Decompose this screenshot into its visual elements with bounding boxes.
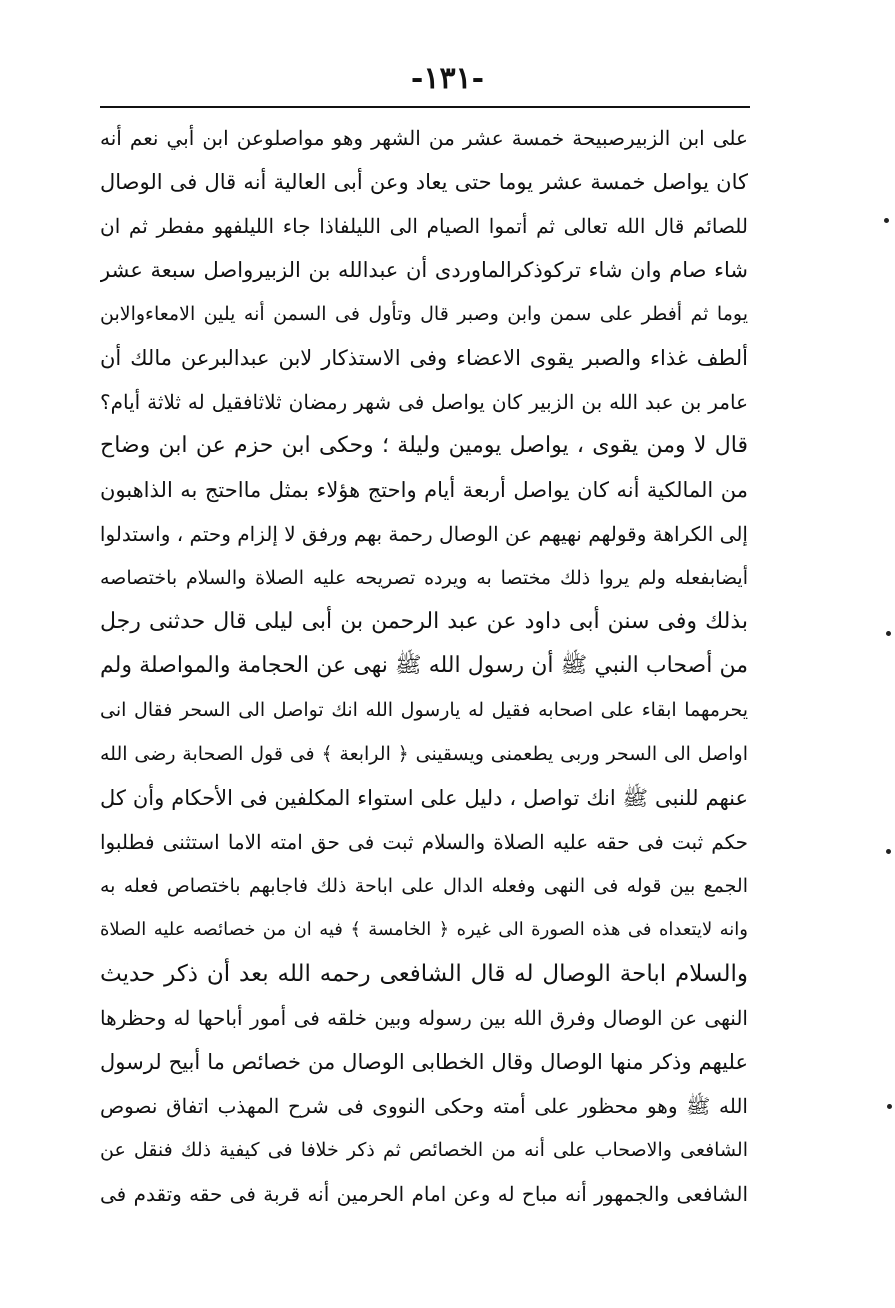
text-line: الشافعى والجمهور أنه مباح له وعن امام الحرمين أنه قربة فى حقه وتقدم فى [100, 1182, 748, 1206]
text-line: والسلام اباحة الوصال له قال الشافعى رحمه الله بعد أن ذكر حديث [100, 961, 748, 987]
text-line: من أصحاب النبي ﷺ أن رسول الله ﷺ نهى عن الحجامة والمواصلة ولم [100, 653, 748, 678]
text-line: إلى الكراهة وقولهم نهيهم عن الوصال رحمة بهم ورفق لا إلزام وحتم ، واستدلوا [100, 522, 748, 546]
text-line: الجمع بين قوله فى النهى وفعله الدال على اباحة ذلك فاجابهم باختصاص فعله به [100, 875, 748, 897]
margin-mark [887, 1104, 892, 1109]
text-line: شاء صام وان شاء تركوذكرالماوردى أن عبدالله بن الزبيرواصل سبعة عشر [100, 258, 748, 282]
text-line: النهى عن الوصال وفرق الله بين رسوله وبين خلقه فى أمور أباحها له وحظرها [100, 1006, 748, 1030]
text-line: أيضابفعله ولم يروا ذلك مختصا به ويرده تصريحه عليه الصلاة والسلام باختصاصه [100, 567, 748, 589]
margin-mark [886, 631, 891, 636]
text-line: الله ﷺ وهو محظور على أمته وحكى النووى فى شرح المهذب اتفاق نصوص [100, 1094, 748, 1118]
text-line: على ابن الزبيرصبيحة خمسة عشر من الشهر وهو مواصلوعن ابن أبي نعم أنه [100, 126, 748, 150]
header-rule [100, 106, 750, 108]
text-line: بذلك وفى سنن أبى داود عن عبد الرحمن بن أبى ليلى قال حدثنى رجل [100, 609, 748, 634]
text-line: يحرمهما ابقاء على اصحابه فقيل له يارسول الله انك تواصل الى السحر فقال انى [100, 699, 748, 721]
text-line: من المالكية أنه كان يواصل أربعة أيام واحتج هؤلاء بمثل مااحتج به الذاهبون [100, 478, 748, 502]
text-line: كان يواصل خمسة عشر يوما حتى يعاد وعن أبى العالية أنه قال فى الوصال [100, 170, 748, 194]
text-line: ألطف غذاء والصبر يقوى الاعضاء وفى الاستذكار لابن عبدالبرعن مالك أن [100, 346, 748, 370]
text-line: وانه لايتعداه فى هذه الصورة الى غيره ﴿ الخامسة ﴾ فيه ان من خصائصه عليه الصلاة [100, 919, 748, 940]
text-line: يوما ثم أفطر على سمن وابن وصبر قال وتأول فى السمن أنه يلين الامعاءوالابن [100, 303, 748, 325]
text-line: اواصل الى السحر وربى يطعمنى ويسقينى ﴿ الرابعة ﴾ فى قول الصحابة رضى الله [100, 743, 748, 765]
margin-mark [884, 218, 889, 223]
text-line: للصائم قال الله تعالى ثم أتموا الصيام الى الليلفاذا جاء الليلفهو مفطر ثم ان [100, 214, 748, 238]
text-line: حكم ثبت فى حقه عليه الصلاة والسلام ثبت فى حق امته الاما استثنى فطلبوا [100, 830, 748, 854]
text-line: عنهم للنبى ﷺ انك تواصل ، دليل على استواء المكلفين فى الأحكام وأن كل [100, 786, 748, 810]
text-line: عليهم وذكر منها الوصال وقال الخطابى الوصال من خصائص ما أبيح لرسول [100, 1050, 748, 1074]
body-text [100, 116, 748, 1216]
margin-mark [886, 849, 891, 854]
text-line: قال لا ومن يقوى ، يواصل يومين وليلة ؛ وحكى ابن حزم عن ابن وضاح [100, 433, 748, 458]
text-line: الشافعى والاصحاب على أنه من الخصائص ثم ذكر خلافا فى كيفية ذلك فنقل عن [100, 1139, 748, 1161]
page-number: -١٣١- [410, 61, 485, 96]
text-line: عامر بن عبد الله بن الزبير كان يواصل فى شهر رمضان ثلاثافقيل له ثلاثة أيام؟ [100, 390, 748, 414]
